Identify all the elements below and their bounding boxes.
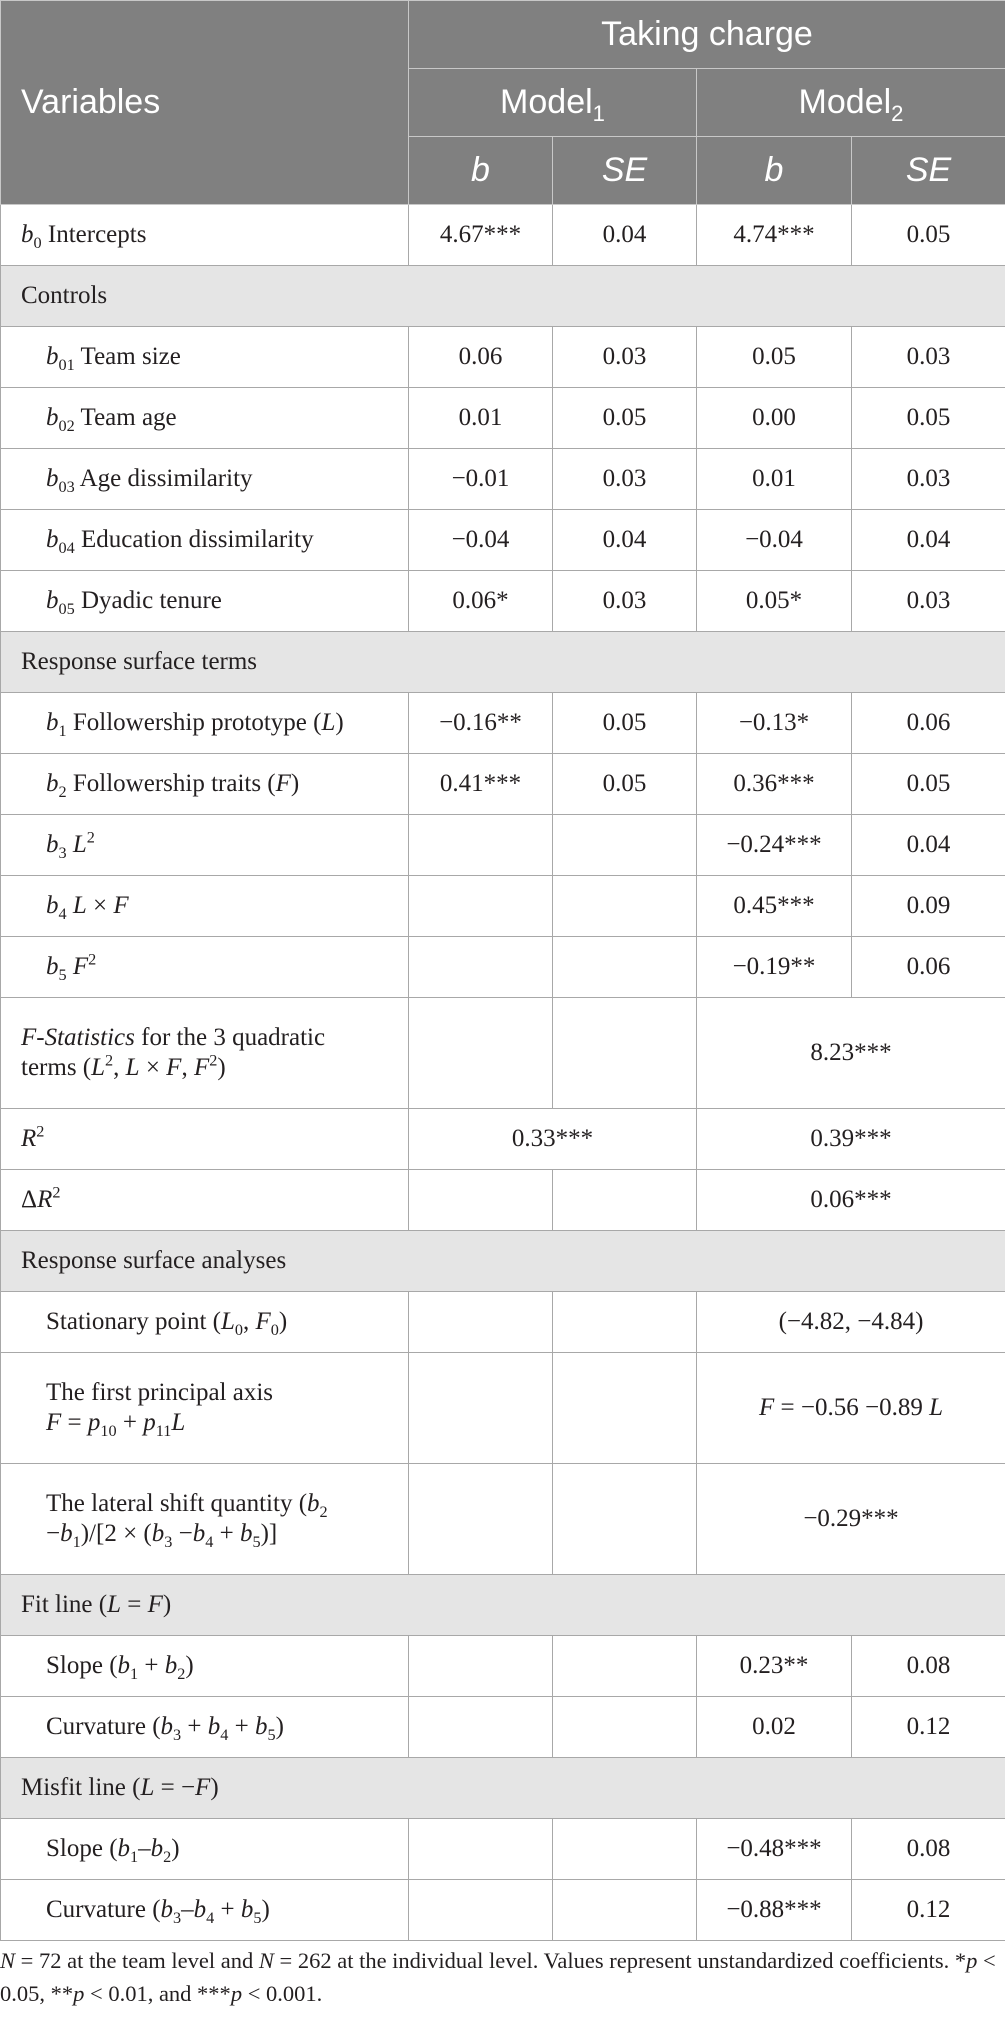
cell: 0.06	[852, 693, 1005, 754]
cell: 0.45***	[697, 876, 852, 937]
table-row	[1, 571, 1005, 632]
row-label: Curvature $(b_3 + b_4 + b_5)$	[1, 1697, 409, 1758]
row-label: Slope $(b_1-b_2)$	[1, 1819, 409, 1880]
cell	[553, 1464, 697, 1575]
cell	[409, 1292, 553, 1353]
cell: 0.04	[852, 815, 1005, 876]
cell: −0.19**	[697, 937, 852, 998]
cell: 0.06	[852, 937, 1005, 998]
row-label: $b_{03}$ Age dissimilarity	[1, 449, 409, 510]
table-row	[1, 1170, 1005, 1231]
cell: 8.23***	[697, 998, 1005, 1109]
row-label: $b_4$ L × F	[1, 876, 409, 937]
cell: 0.06***	[697, 1170, 1005, 1231]
cell	[553, 876, 697, 937]
cell: F = −0.56 −0.89 L	[697, 1353, 1005, 1464]
table-row	[1, 1880, 1005, 1941]
table-row	[1, 388, 1005, 449]
row-label: F-Statistics for the 3 quadratic terms ($L^2$, L × F, $F^2$)	[1, 998, 409, 1109]
cell: 0.12	[852, 1697, 1005, 1758]
table-row	[1, 327, 1005, 388]
cell	[553, 1880, 697, 1941]
cell: −0.16**	[409, 693, 553, 754]
cell: −0.48***	[697, 1819, 852, 1880]
cell: 0.05	[852, 754, 1005, 815]
m2-b-header: b	[697, 137, 852, 205]
cell: 0.03	[852, 571, 1005, 632]
cell: 0.00	[697, 388, 852, 449]
table-row	[1, 754, 1005, 815]
cell: −0.29***	[697, 1464, 1005, 1575]
section-label: Fit line (L = F)	[1, 1575, 1005, 1636]
section-label: Response surface analyses	[1, 1231, 1005, 1292]
cell: 0.03	[852, 449, 1005, 510]
row-label: Slope $(b_1 + b_2)$	[1, 1636, 409, 1697]
cell: 0.36***	[697, 754, 852, 815]
cell: (−4.82, −4.84)	[697, 1292, 1005, 1353]
row-label: $b_1$ Followership prototype (L)	[1, 693, 409, 754]
cell: 0.04	[553, 205, 697, 266]
section-label: Controls	[1, 266, 1005, 327]
cell	[409, 1880, 553, 1941]
table-row	[1, 1292, 1005, 1353]
row-label: Curvature $(b_3-b_4 + b_5)$	[1, 1880, 409, 1941]
m2-se-header: SE	[852, 137, 1005, 205]
cell: −0.04	[409, 510, 553, 571]
cell: −0.13*	[697, 693, 852, 754]
table-row	[1, 205, 1005, 266]
row-label: $b_3$ $L^2$	[1, 815, 409, 876]
cell: 0.05	[553, 693, 697, 754]
cell	[553, 815, 697, 876]
m1-se-header: SE	[553, 137, 697, 205]
cell: 0.41***	[409, 754, 553, 815]
cell: 0.05	[553, 754, 697, 815]
table-row	[1, 998, 1005, 1109]
row-label: $b_{01}$ Team size	[1, 327, 409, 388]
cell: 0.09	[852, 876, 1005, 937]
cell: 0.03	[553, 449, 697, 510]
section-label: Misfit line (L = −F)	[1, 1758, 1005, 1819]
cell	[553, 998, 697, 1109]
cell	[409, 1353, 553, 1464]
table-row	[1, 1464, 1005, 1575]
section-row	[1, 1575, 1005, 1636]
table-row	[1, 1109, 1005, 1170]
cell	[553, 1636, 697, 1697]
cell	[553, 1697, 697, 1758]
cell	[409, 1464, 553, 1575]
table-row	[1, 815, 1005, 876]
cell	[553, 1353, 697, 1464]
table-row	[1, 693, 1005, 754]
cell: −0.04	[697, 510, 852, 571]
table-row	[1, 1353, 1005, 1464]
row-label: $b_2$ Followership traits (F)	[1, 754, 409, 815]
cell	[409, 1170, 553, 1231]
cell	[553, 1819, 697, 1880]
row-label: $b_{04}$ Education dissimilarity	[1, 510, 409, 571]
cell: 0.05*	[697, 571, 852, 632]
table-row	[1, 510, 1005, 571]
table-row	[1, 1697, 1005, 1758]
cell	[409, 1636, 553, 1697]
cell: 4.67***	[409, 205, 553, 266]
row-label: $\Delta R^2$	[1, 1170, 409, 1231]
cell	[409, 998, 553, 1109]
table-row	[1, 1819, 1005, 1880]
cell: −0.24***	[697, 815, 852, 876]
cell	[409, 937, 553, 998]
row-label: $b_{02}$ Team age	[1, 388, 409, 449]
cell: 0.03	[852, 327, 1005, 388]
cell: 0.12	[852, 1880, 1005, 1941]
row-label: $R^2$	[1, 1109, 409, 1170]
table-row	[1, 876, 1005, 937]
row-label: The lateral shift quantity ($b_2$ $-b_1)/[2 \times (b_3 -b_4 + b_5)]$	[1, 1464, 409, 1575]
cell: 0.05	[852, 205, 1005, 266]
cell: 0.05	[697, 327, 852, 388]
cell: 0.03	[553, 571, 697, 632]
cell: 0.01	[409, 388, 553, 449]
cell	[409, 815, 553, 876]
cell: 0.06*	[409, 571, 553, 632]
cell: 0.06	[409, 327, 553, 388]
table-row	[1, 1636, 1005, 1697]
row-label: $b_5$ $F^2$	[1, 937, 409, 998]
cell: 0.05	[852, 388, 1005, 449]
section-row	[1, 1758, 1005, 1819]
table-row	[1, 937, 1005, 998]
cell: −0.01	[409, 449, 553, 510]
cell: 0.05	[553, 388, 697, 449]
cell: 0.04	[553, 510, 697, 571]
model2-header: Model$_2$	[697, 69, 1005, 137]
section-row	[1, 266, 1005, 327]
cell: 0.08	[852, 1636, 1005, 1697]
cell: 0.39***	[697, 1109, 1005, 1170]
row-label: $b_{05}$ Dyadic tenure	[1, 571, 409, 632]
cell	[553, 1292, 697, 1353]
section-row	[1, 1231, 1005, 1292]
model1-header: Model$_1$	[409, 69, 697, 137]
cell	[553, 1170, 697, 1231]
cell: 0.08	[852, 1819, 1005, 1880]
cell: 0.01	[697, 449, 852, 510]
cell: 0.23**	[697, 1636, 852, 1697]
cell	[409, 1697, 553, 1758]
section-row	[1, 632, 1005, 693]
section-label: Response surface terms	[1, 632, 1005, 693]
cell: 0.33***	[409, 1109, 697, 1170]
row-label: $b_0$ Intercepts	[1, 205, 409, 266]
cell	[409, 1819, 553, 1880]
row-label: The first principal axis $F = p_{10} + p_{11}L$	[1, 1353, 409, 1464]
row-label: Stationary point ($L_0$, $F_0$)	[1, 1292, 409, 1353]
table-row	[1, 449, 1005, 510]
m1-b-header: b	[409, 137, 553, 205]
cell	[409, 876, 553, 937]
table-footnote: N = 72 at the team level and N = 262 at the individual level. Values represent unstandardized coefficients. *p < 0.05, **p < 0.01, and ***p < 0.001.	[0, 1948, 996, 2006]
cell: 0.03	[553, 327, 697, 388]
variables-header: Variables	[1, 1, 409, 205]
cell: 0.02	[697, 1697, 852, 1758]
cell: 0.04	[852, 510, 1005, 571]
cell: 4.74***	[697, 205, 852, 266]
cell: −0.88***	[697, 1880, 852, 1941]
dv-header: Taking charge	[409, 1, 1005, 69]
cell	[553, 937, 697, 998]
